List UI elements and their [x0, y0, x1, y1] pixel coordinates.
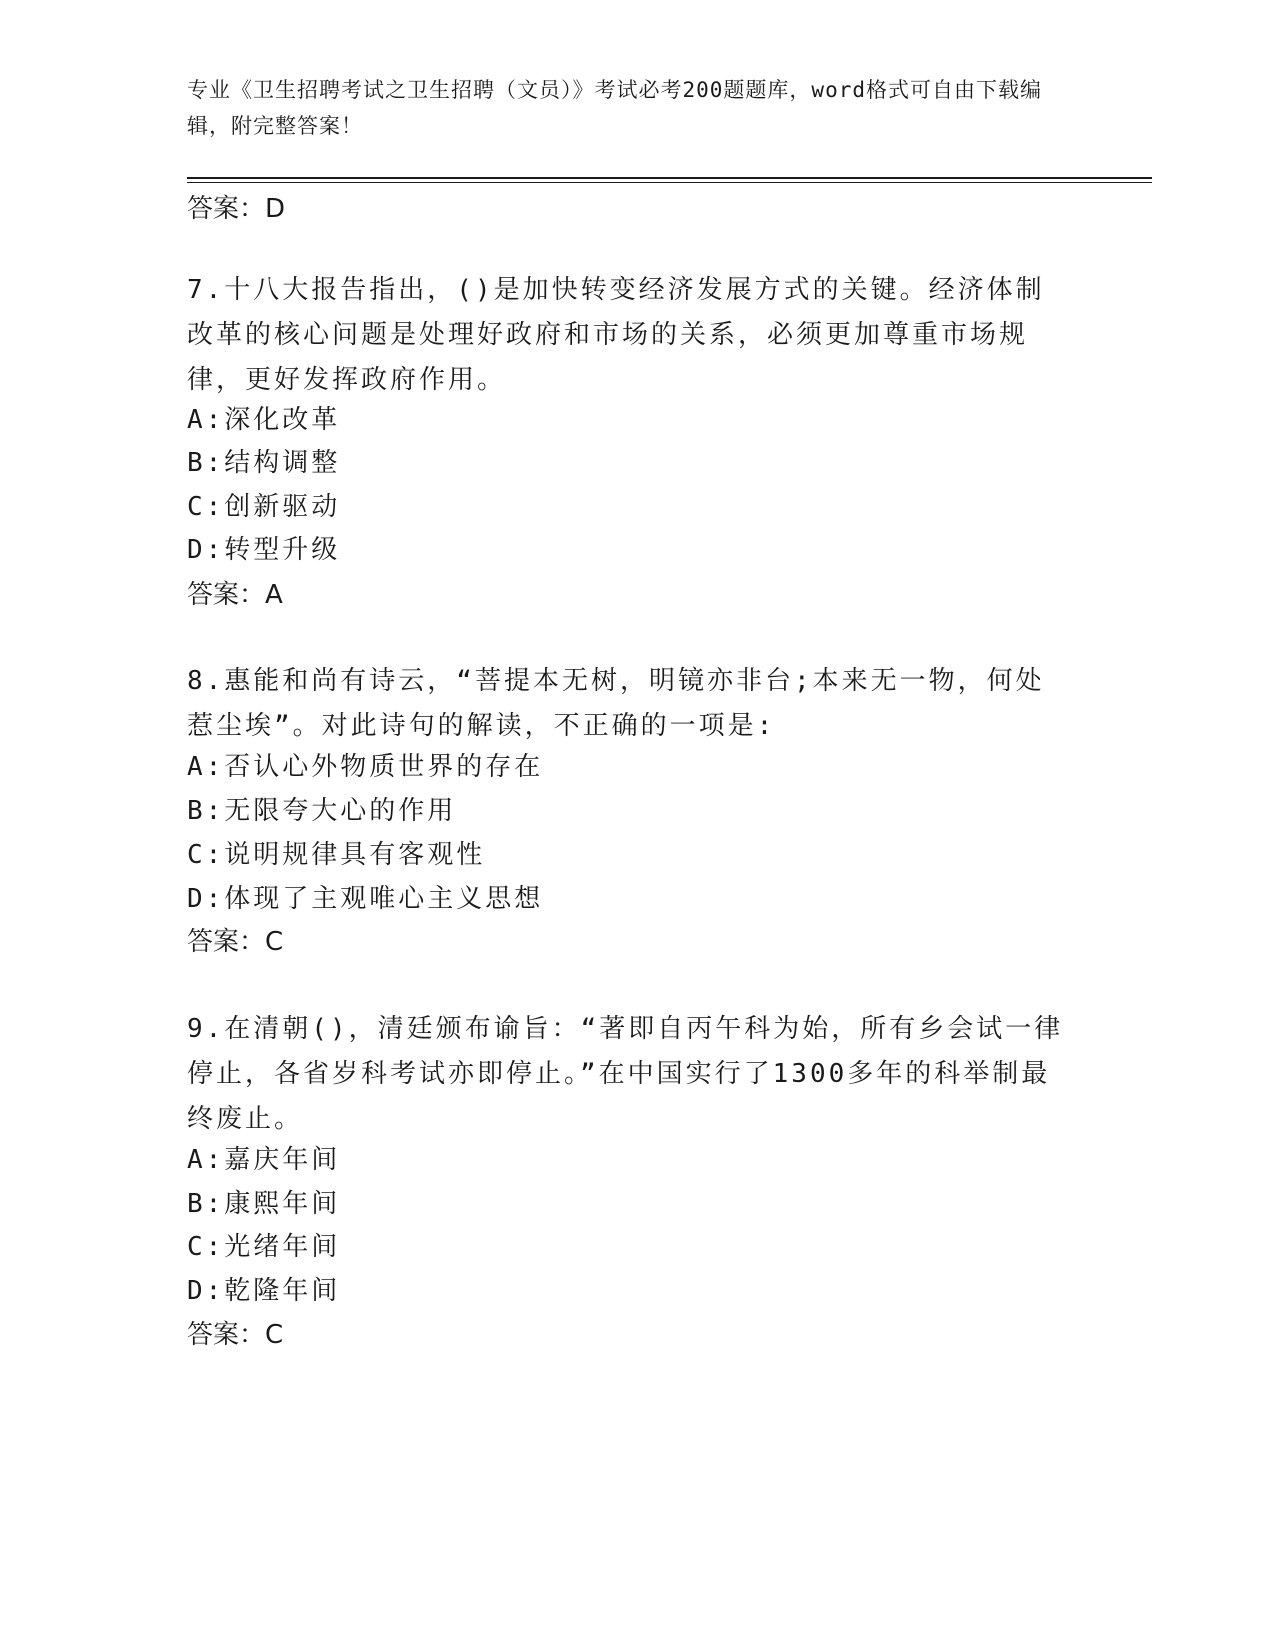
question-8-option-d: D:体现了主观唯心主义思想 [187, 884, 544, 914]
question-9-answer: 答案：C [187, 1320, 284, 1350]
header-divider-thick [187, 177, 1152, 179]
question-8-option-a: A:否认心外物质世界的存在 [187, 752, 544, 782]
question-8-answer: 答案：C [187, 927, 284, 957]
question-8-option-b: B:无限夸大心的作用 [187, 796, 457, 826]
question-7-option-d: D:转型升级 [187, 535, 341, 565]
question-9-stem: 9.在清朝()，清廷颁布谕旨：“著即自丙午科为始，所有乡会试一律停止，各省岁科考试亦即停止。”在中国实行了1300多年的科举制最终废止。 [187, 1014, 1064, 1134]
document-header: 专业《卫生招聘考试之卫生招聘（文员）》考试必考200题题库，word格式可自由下载编辑，附完整答案！ [187, 78, 1042, 138]
header-divider-thin [187, 182, 1152, 183]
question-8-option-c: C:说明规律具有客观性 [187, 840, 486, 870]
question-7-option-a: A:深化改革 [187, 405, 341, 435]
question-7-answer: 答案：A [187, 580, 283, 610]
question-7-stem: 7.十八大报告指出，()是加快转变经济发展方式的关键。经济体制改革的核心问题是处理好政府和市场的关系，必须更加尊重市场规律，更好发挥政府作用。 [187, 275, 1045, 395]
question-7-option-b: B:结构调整 [187, 448, 341, 478]
question-9-option-d: D:乾隆年间 [187, 1276, 341, 1306]
previous-answer: 答案：D [187, 194, 286, 224]
question-7-option-c: C:创新驱动 [187, 492, 341, 522]
question-9-option-c: C:光绪年间 [187, 1232, 341, 1262]
question-9-option-b: B:康熙年间 [187, 1189, 341, 1219]
question-8-stem: 8.惠能和尚有诗云，“菩提本无树，明镜亦非台;本来无一物，何处惹尘埃”。对此诗句的解读，不正确的一项是: [187, 666, 1045, 741]
question-9-option-a: A:嘉庆年间 [187, 1145, 341, 1175]
